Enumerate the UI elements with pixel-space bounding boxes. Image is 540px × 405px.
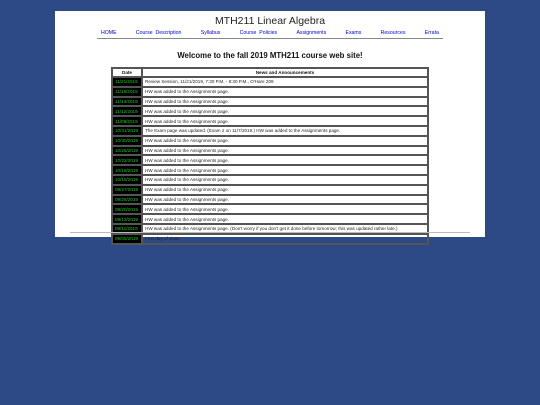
nav-errata[interactable]: Errata	[424, 30, 439, 36]
nav-course-policies[interactable]: Course Policies	[239, 30, 278, 36]
row-date: 09/27/2019	[112, 185, 142, 195]
row-date: 09/13/2019	[112, 214, 142, 224]
table-row	[112, 185, 428, 195]
nav-resources[interactable]: Resources	[380, 30, 406, 36]
table-row	[112, 155, 428, 165]
table-row	[112, 146, 428, 156]
table-row	[112, 126, 428, 136]
row-text: HW was added to the Assignments page.	[142, 136, 428, 146]
row-text: HW was added to the Assignments page.	[142, 87, 428, 97]
row-text: HW was added to the Assignments page.	[142, 185, 428, 195]
nav-syllabus[interactable]: Syllabus	[200, 30, 221, 36]
row-date: 11/21/2019	[112, 77, 142, 87]
row-date: 10/30/2019	[112, 136, 142, 146]
table-row	[112, 195, 428, 205]
row-date: 09/11/2019	[112, 224, 142, 234]
row-date: 10/31/2019	[112, 126, 142, 136]
row-date: 10/18/2019	[112, 165, 142, 175]
row-text: First day of class.	[142, 234, 428, 244]
content-panel	[55, 11, 485, 242]
nav-exams[interactable]: Exams	[345, 30, 362, 36]
table-row	[112, 97, 428, 107]
table-header-row	[112, 68, 428, 77]
row-text: HW was added to the Assignments page.	[142, 204, 428, 214]
footer-divider	[70, 232, 470, 233]
row-text: HW was added to the Assignments page.	[142, 97, 428, 107]
table-row	[112, 234, 428, 244]
row-text: Review Session, 11/21/2019, 7:30 P.M. - 8:30 P.M., O'Hare 209	[142, 77, 428, 87]
row-date: 11/12/2019	[112, 106, 142, 116]
nav-assignments[interactable]: Assignments	[296, 30, 327, 36]
table-row	[112, 165, 428, 175]
row-text: HW was added to the Assignments page.	[142, 146, 428, 156]
news-table	[111, 67, 429, 245]
row-date: 11/19/2019	[112, 87, 142, 97]
date-column-header: Date	[112, 68, 142, 77]
welcome-heading: Welcome to the fall 2019 MTH211 course web site!	[177, 51, 363, 60]
row-text: HW was added to the Assignments page. (Don't worry if you don't get it done before tomorrow; this was updated rather late.)	[142, 224, 428, 234]
row-text: HW was added to the Assignments page.	[142, 175, 428, 185]
row-text: The Exam page was updated. (Exam 2 on 11/7/2019.) HW was added to the Assignments page.	[142, 126, 428, 136]
table-row	[112, 204, 428, 214]
nav-home[interactable]: HOME	[101, 30, 117, 36]
row-text: HW was added to the Assignments page.	[142, 116, 428, 126]
row-date: 09/25/2019	[112, 195, 142, 205]
row-date: 09/20/2019	[112, 204, 142, 214]
table-row	[112, 214, 428, 224]
row-date: 10/15/2019	[112, 175, 142, 185]
row-text: HW was added to the Assignments page.	[142, 155, 428, 165]
nav-bar	[97, 30, 443, 39]
table-row	[112, 116, 428, 126]
row-date: 10/22/2019	[112, 155, 142, 165]
table-row	[112, 175, 428, 185]
table-row	[112, 136, 428, 146]
row-text: HW was added to the Assignments page.	[142, 214, 428, 224]
row-date: 11/14/2019	[112, 97, 142, 107]
row-date: 11/09/2019	[112, 116, 142, 126]
nav-course-description[interactable]: Course Description	[135, 30, 182, 36]
news-column-header: News and Announcements	[142, 68, 428, 77]
row-text: HW was added to the Assignments page.	[142, 195, 428, 205]
row-date: 10/25/2019	[112, 146, 142, 156]
table-row	[112, 106, 428, 116]
page-title: MTH211 Linear Algebra	[214, 15, 326, 27]
row-date: 09/05/2019	[112, 234, 142, 244]
row-text: HW was added to the Assignments page.	[142, 106, 428, 116]
table-row	[112, 87, 428, 97]
table-row	[112, 77, 428, 87]
row-text: HW was added to the Assignments page.	[142, 165, 428, 175]
